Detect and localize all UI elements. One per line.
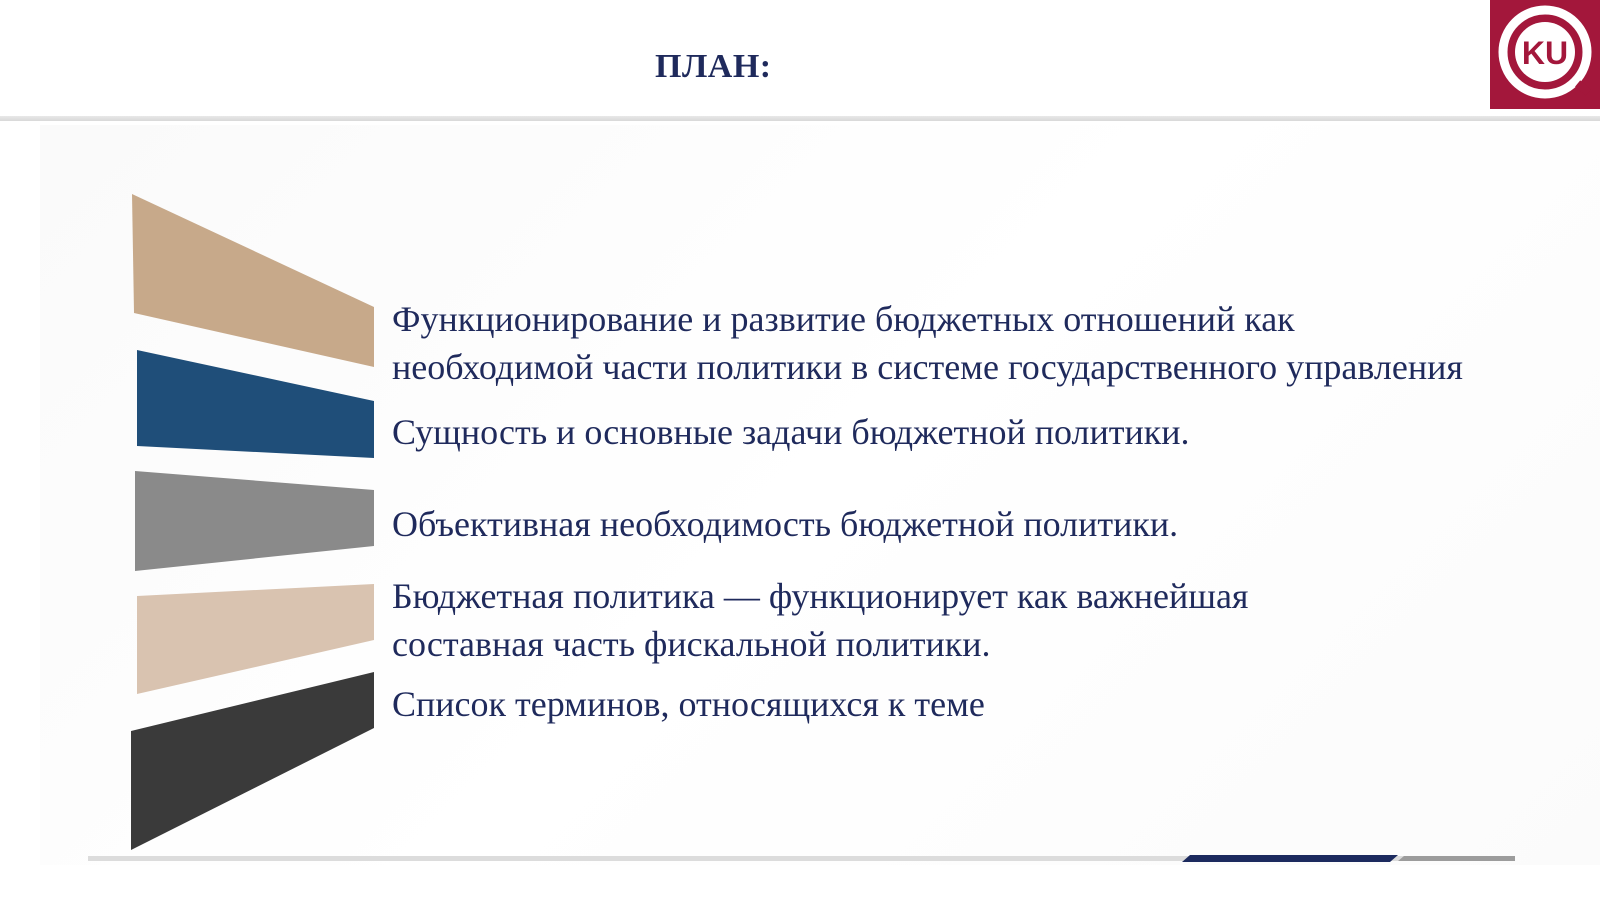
item-5-line-1: Список терминов, относящихся к теме: [392, 684, 985, 724]
item-3-line-1: Объективная необходимость бюджетной политики.: [392, 504, 1179, 544]
stripe-4: [137, 584, 374, 694]
item-4-line-2: составная часть фискальной политики.: [392, 624, 991, 664]
stripe-3: [135, 471, 374, 571]
item-1-line-1: Функционирование и развитие бюджетных отношений как: [392, 299, 1295, 339]
item-2-line-1: Сущность и основные задачи бюджетной политики.: [392, 412, 1190, 452]
item-1-line-2: необходимой части политики в системе государственного управления: [392, 347, 1463, 387]
page-title: ПЛАН:: [655, 48, 772, 85]
list-item: [392, 295, 1463, 391]
footer-accent-bar: [1182, 855, 1398, 862]
stripe-2: [137, 350, 374, 458]
item-4-line-1: Бюджетная политика — функционирует как важнейшая: [392, 576, 1249, 616]
list-item: [392, 572, 1248, 668]
footer-grey-bar: [1398, 856, 1515, 861]
list-item: [392, 500, 1178, 548]
list-item: [392, 408, 1190, 456]
logo-text: KU: [1521, 35, 1569, 71]
stripe-1: [132, 194, 374, 367]
list-item: [392, 680, 985, 728]
stripe-5: [131, 672, 374, 850]
